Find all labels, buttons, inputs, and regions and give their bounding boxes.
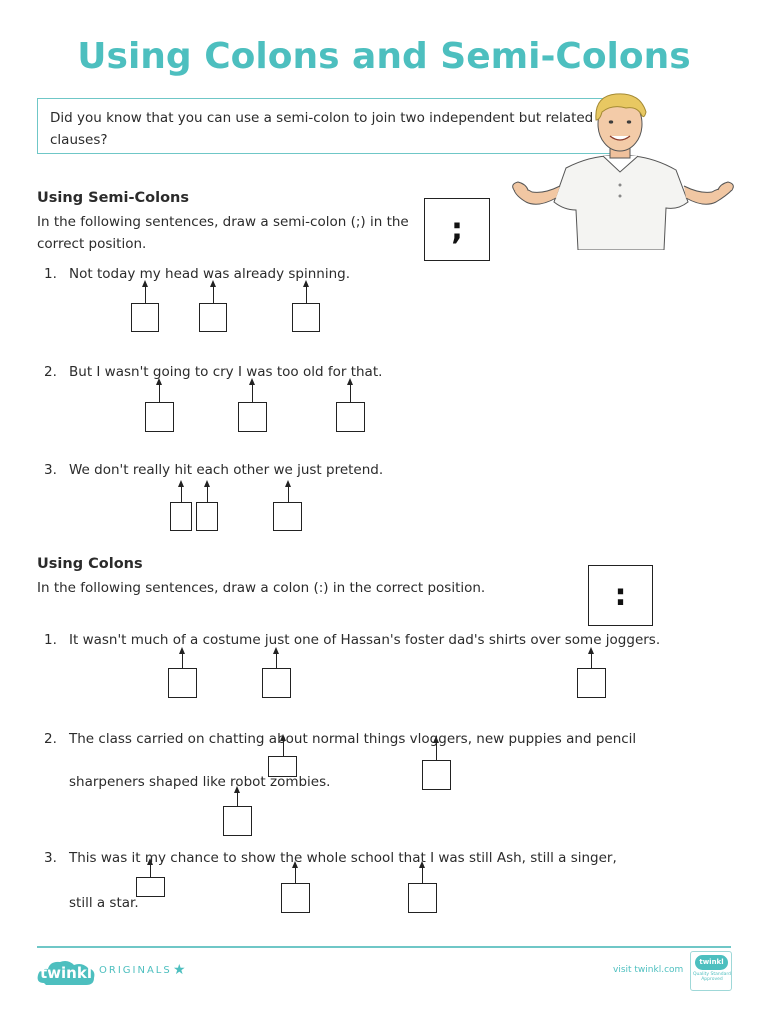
arrow-icon	[350, 384, 351, 402]
page-title: Using Colons and Semi-Colons	[77, 36, 691, 77]
semicolon-card: ;	[424, 198, 490, 261]
arrow-icon	[252, 384, 253, 402]
colons-instruction: In the following sentences, draw a colon (:) in the correct position.	[37, 580, 486, 596]
semicolons-heading: Using Semi-Colons	[37, 190, 189, 206]
star-icon: ★	[173, 962, 186, 978]
colons-heading: Using Colons	[37, 556, 143, 572]
answer-box[interactable]	[131, 303, 159, 332]
twinkl-logo-text: twinkl	[40, 964, 92, 982]
answer-box[interactable]	[262, 668, 291, 698]
answer-box[interactable]	[238, 402, 267, 432]
answer-box[interactable]	[136, 877, 165, 897]
arrow-icon	[182, 653, 183, 668]
arrow-icon	[213, 286, 214, 303]
badge-text: Quality Standard Approved	[693, 972, 731, 982]
colon-question-2: 2. The class carried on chatting about normal things vloggers, new puppies and pencil	[44, 731, 637, 747]
semicolon-question-1: 1. Not today my head was already spinning.	[44, 266, 351, 282]
visit-link[interactable]: visit twinkl.com	[613, 965, 684, 975]
intro-box: Did you know that you can use a semi-colon to join two independent but related clauses?	[37, 98, 617, 154]
answer-box[interactable]	[168, 668, 197, 698]
colon-question-3-continued: still a star.	[69, 895, 139, 911]
arrow-icon	[150, 864, 151, 877]
arrow-icon	[207, 486, 208, 502]
arrow-icon	[283, 740, 284, 756]
answer-box[interactable]	[145, 402, 174, 432]
semicolon-question-2: 2. But I wasn't going to cry I was too old for that.	[44, 364, 383, 380]
originals-label: ORIGINALS	[99, 965, 172, 976]
answer-box[interactable]	[292, 303, 320, 332]
arrow-icon	[145, 286, 146, 303]
quality-badge	[690, 951, 732, 991]
arrow-icon	[276, 653, 277, 668]
colon-question-1: 1. It wasn't much of a costume just one of Hassan's foster dad's shirts over some joggers.	[44, 632, 661, 648]
semicolons-instruction: In the following sentences, draw a semi-colon (;) in the correct position.	[37, 214, 409, 252]
arrow-icon	[295, 867, 296, 883]
arrow-icon	[591, 653, 592, 668]
colon-question-3: 3. This was it my chance to show the whole school that I was still Ash, still a singer,	[44, 850, 617, 866]
arrow-icon	[422, 867, 423, 883]
badge-logo: twinkl	[695, 955, 728, 970]
arrow-icon	[436, 742, 437, 760]
answer-box[interactable]	[336, 402, 365, 432]
boy-illustration	[508, 90, 738, 250]
answer-box[interactable]	[196, 502, 218, 531]
arrow-icon	[288, 486, 289, 502]
colon-card: :	[588, 565, 653, 626]
answer-box[interactable]	[577, 668, 606, 698]
footer-divider	[37, 946, 731, 948]
colon-question-2-continued: sharpeners shaped like robot zombies.	[69, 774, 331, 790]
answer-box[interactable]	[408, 883, 437, 913]
answer-box[interactable]	[273, 502, 302, 531]
arrow-icon	[306, 286, 307, 303]
arrow-icon	[181, 486, 182, 502]
arrow-icon	[237, 792, 238, 806]
answer-box[interactable]	[170, 502, 192, 531]
answer-box[interactable]	[223, 806, 252, 836]
answer-box[interactable]	[422, 760, 451, 790]
arrow-icon	[159, 384, 160, 402]
answer-box[interactable]	[199, 303, 227, 332]
answer-box[interactable]	[281, 883, 310, 913]
semicolon-question-3: 3. We don't really hit each other we just pretend.	[44, 462, 384, 478]
